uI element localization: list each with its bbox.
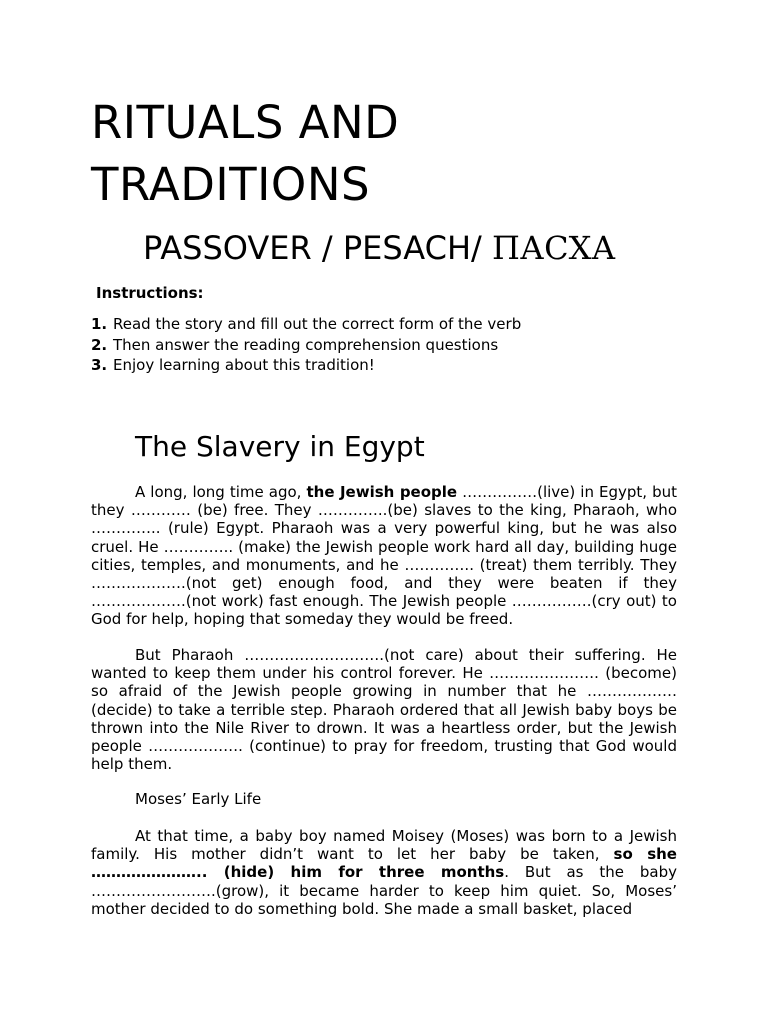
section-title: The Slavery in Egypt — [135, 430, 425, 463]
instruction-text: Read the story and fill out the correct form of the verb — [113, 315, 522, 333]
instruction-text: Enjoy learning about this tradition! — [113, 356, 375, 374]
page-subtitle — [143, 226, 616, 270]
paragraph-1-lead: A long, long time ago, — [135, 483, 307, 501]
instruction-item — [91, 335, 521, 356]
instruction-number: 2. — [91, 335, 108, 354]
paragraph-1-bold: the Jewish people — [306, 483, 458, 501]
paragraph-3-lead: At that time, a baby boy named Moisey (Moses) was born to a Jewish family. His mother didn’t want to let her baby be taken, — [91, 827, 677, 864]
story-paragraph-1 — [91, 483, 677, 629]
instruction-number: 1. — [91, 315, 108, 333]
instruction-item — [91, 355, 521, 376]
paragraph-3-bold: so she ………………….. (hide) him for three months — [91, 845, 677, 882]
paragraph-3-rest: . But as the baby …………………….(grow), it became harder to keep him quiet. So, Moses’ mother decided to do something bold. She made a small basket, placed — [91, 863, 677, 918]
subtitle-greek: ПАСХА — [491, 229, 616, 267]
paragraph-1-rest: ……………(live) in Egypt, but they ………… (be) free. They …………..(be) slaves to the king, Pharaoh, who ………….. (rule) Egypt. Pharaoh was a very powerful king, but he was also cruel. He ………….. (make) the Jewish people work hard all day, building huge cities, temples, and monuments, and he ………….. (treat) them terribly. They ……………….(not get) enough food, and they were beaten if they ……………….(not work) fast enough. The Jewish people …………….(cry out) to God for help, hoping that someday they would be freed. — [91, 483, 677, 629]
page-title: RITUALS AND TRADITIONS — [91, 96, 400, 211]
paragraph-2-text: But Pharaoh ……………………….(not care) about their suffering. He wanted to keep them under his control forever. He …………………. (become) so afraid of the Jewish people growing in number that he ……………… (decide) to take a terrible step. Pharaoh ordered that all Jewish baby boys be thrown into the Nile River to drown. It was a heartless order, but the Jewish people ………………. (continue) to pray for freedom, trusting that God would help them. — [91, 646, 677, 774]
story-subheading: Moses’ Early Life — [135, 790, 262, 808]
story-paragraph-2 — [91, 646, 677, 773]
instruction-number: 3. — [91, 356, 108, 374]
story-paragraph-3 — [91, 827, 677, 918]
instruction-item — [91, 314, 521, 335]
instructions-list — [91, 314, 521, 376]
subtitle-latin: PASSOVER / PESACH/ — [143, 229, 492, 267]
instructions-heading: Instructions: — [96, 284, 204, 302]
instruction-text: Then answer the reading comprehension questions — [113, 335, 499, 354]
